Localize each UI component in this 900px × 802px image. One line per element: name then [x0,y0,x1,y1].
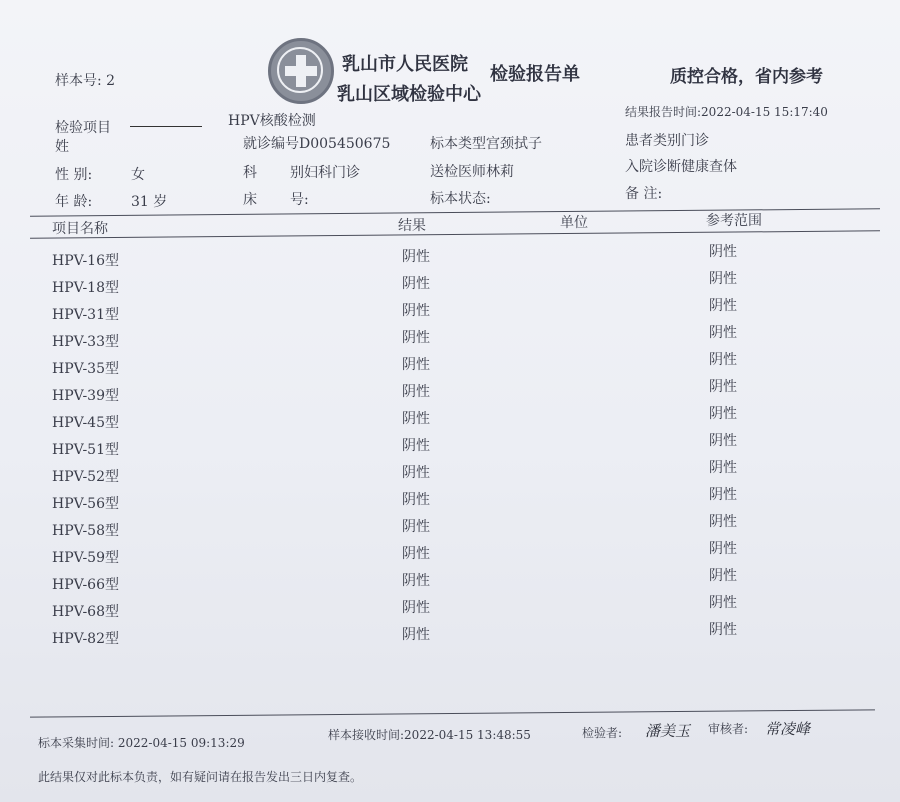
row-name: HPV-58型 [52,523,119,539]
row-result: 阴性 [402,546,430,562]
row-name: HPV-45型 [52,415,119,431]
sex-value: 女 [131,167,145,183]
row-result: 阴性 [402,573,430,589]
receive-time: 样本接收时间:2022-04-15 13:48:55 [328,728,531,742]
dept-label: 科 [243,165,257,181]
row-reference: 阴性 [709,406,737,422]
row-name: HPV-35型 [52,361,119,377]
collect-time: 标本采集时间: 2022-04-15 09:13:29 [38,736,245,750]
row-name: HPV-52型 [52,469,119,485]
row-reference: 阴性 [709,379,737,395]
row-result: 阴性 [402,438,430,454]
quality-note: 质控合格，省内参考 [670,67,823,87]
row-name: HPV-82型 [52,631,119,647]
age-label: 年 龄: [55,194,93,210]
row-result: 阴性 [402,519,430,535]
row-reference: 阴性 [709,622,737,638]
row-reference: 阴性 [709,244,737,260]
row-result: 阴性 [402,276,430,292]
remark: 备 注: [625,186,663,202]
row-result: 阴性 [402,303,430,319]
row-reference: 阴性 [709,514,737,530]
specimen-type: 标本类型宫颈拭子 [430,136,542,152]
diagnosis: 入院诊断健康查体 [625,159,737,175]
row-name: HPV-31型 [52,307,119,323]
row-name: HPV-56型 [52,496,119,512]
header-reference: 参考范围 [706,213,762,229]
visit-number: 就诊编号D005450675 [243,136,391,152]
header-result: 结果 [398,218,426,234]
hospital-name: 乳山市人民医院 [342,54,468,75]
tester-signature: 潘美玉 [645,722,691,740]
row-name: HPV-68型 [52,604,119,620]
test-item-label: 检验项目 [55,120,111,136]
row-result: 阴性 [402,330,430,346]
footer-rule [30,709,875,717]
row-result: 阴性 [402,249,430,265]
row-reference: 阴性 [709,568,737,584]
test-item-value: HPV核酸检测 [228,113,316,129]
report-title: 检验报告单 [490,64,580,85]
reviewer-signature: 常凌峰 [765,720,811,738]
row-reference: 阴性 [709,325,737,341]
row-reference: 阴性 [709,595,737,611]
row-reference: 阴性 [709,541,737,557]
row-reference: 阴性 [709,271,737,287]
row-reference: 阴性 [709,487,737,503]
row-result: 阴性 [402,384,430,400]
header-item-name: 项目名称 [52,221,108,237]
reviewer-label: 审核者: [708,722,749,736]
patient-category: 患者类别门诊 [625,133,709,149]
bed-value: 号: [290,192,309,208]
name-redaction [130,126,202,127]
row-result: 阴性 [402,600,430,616]
row-name: HPV-33型 [52,334,119,350]
specimen-status: 标本状态: [430,191,491,207]
bed-label: 床 [243,192,257,208]
row-result: 阴性 [402,465,430,481]
center-name: 乳山区域检验中心 [337,84,481,105]
name-label: 姓 [55,139,69,155]
doctor: 送检医师林莉 [430,164,514,180]
hospital-logo-icon [268,38,334,104]
row-reference: 阴性 [709,460,737,476]
row-result: 阴性 [402,357,430,373]
row-result: 阴性 [402,411,430,427]
sex-label: 性 别: [55,167,93,183]
row-name: HPV-18型 [52,280,119,296]
disclaimer: 此结果仅对此标本负责，如有疑问请在报告发出三日内复查。 [38,770,363,784]
row-name: HPV-59型 [52,550,119,566]
row-result: 阴性 [402,627,430,643]
row-result: 阴性 [402,492,430,508]
table-header-rule [30,230,880,238]
tester-label: 检验者: [582,726,623,740]
row-name: HPV-16型 [52,253,119,269]
age-value: 31 岁 [131,194,168,210]
dept-value: 别妇科门诊 [290,165,360,181]
row-reference: 阴性 [709,433,737,449]
row-reference: 阴性 [709,298,737,314]
sample-number: 样本号: 2 [55,73,116,89]
row-name: HPV-51型 [52,442,119,458]
row-reference: 阴性 [709,352,737,368]
row-name: HPV-39型 [52,388,119,404]
header-unit: 单位 [560,215,588,231]
report-time: 结果报告时间:2022-04-15 15:17:40 [625,105,828,119]
row-name: HPV-66型 [52,577,119,593]
